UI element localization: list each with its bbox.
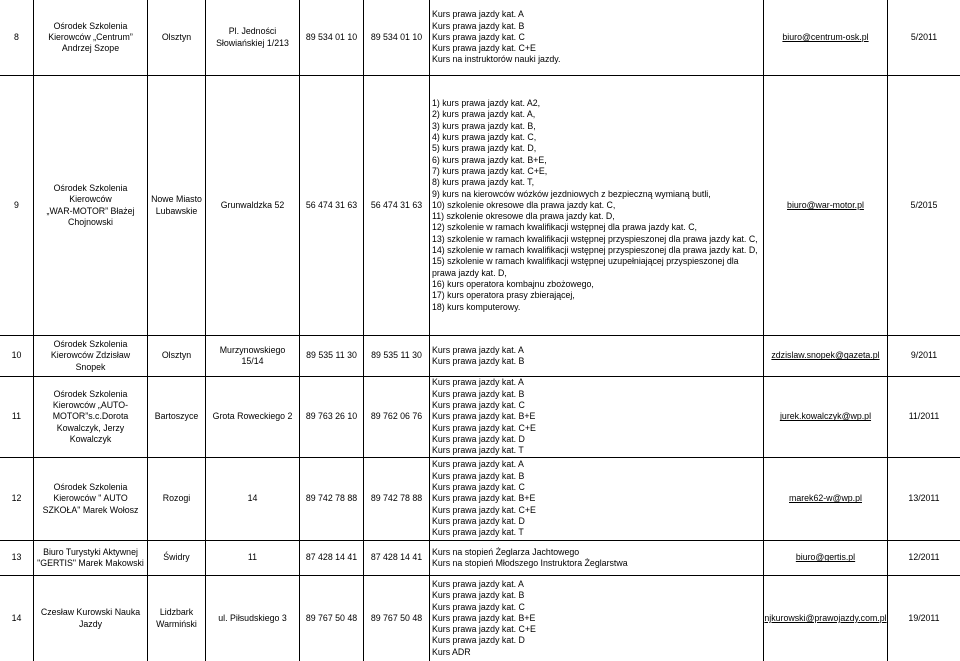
phone-number: 89 742 78 88 (305, 493, 358, 504)
cell-content (218, 613, 286, 624)
school-name-line: Ośrodek Szkolenia (53, 339, 128, 350)
row-number: 13 (11, 552, 22, 563)
cell-content (12, 613, 22, 624)
course-item: Kurs prawa jazdy kat. C (432, 601, 525, 612)
course-item: 11) szkolenie okresowe dla prawa jazdy kat. D, (432, 211, 615, 222)
registry-number: 9/2011 (910, 350, 938, 361)
city-line: Olsztyn (161, 350, 192, 361)
school-name-line: Ośrodek Szkolenia (53, 20, 128, 31)
course-item: 10) szkolenie okresowe dla prawa jazdy kat. C, (432, 199, 616, 210)
email-link[interactable]: marek62-w@wp.pl (789, 493, 862, 504)
school-name-line: Snopek (75, 361, 106, 372)
address-line: Grota Roweckiego 2 (212, 411, 293, 422)
course-item: Kurs prawa jazdy kat. B+E (432, 411, 536, 422)
course-item: 16) kurs operatora kombajnu zbożowego, (432, 278, 594, 289)
cell-content (432, 345, 524, 368)
registry-number: 5/2015 (910, 199, 938, 210)
table-row (0, 76, 960, 336)
cell-content (432, 547, 628, 570)
city-line: Bartoszyce (154, 411, 199, 422)
address-line: Murzynowskiego (219, 344, 286, 355)
cell-content (220, 345, 286, 368)
cell-fax (364, 576, 430, 661)
city-line: Rozogi (162, 493, 191, 504)
email-link[interactable]: zdzislaw.snopek@gazeta.pl (771, 350, 880, 361)
cell-courses (430, 0, 764, 75)
cell-content (371, 613, 422, 624)
address-line: Pl. Jedności (228, 26, 277, 37)
course-item: Kurs prawa jazdy kat. C+E (432, 422, 536, 433)
course-item: Kurs prawa jazdy kat. C (432, 482, 525, 493)
cell-city (148, 458, 206, 540)
school-name-line: Andrzej Szope (61, 43, 120, 54)
course-item: 9) kurs na kierowców wózków jezdniowych z bezpieczną wymianą butli, (432, 188, 711, 199)
cell-email (764, 377, 888, 457)
cell-address (206, 377, 300, 457)
cell-name (34, 0, 148, 75)
fax-number: 89 762 06 76 (370, 411, 423, 422)
cell-content (221, 200, 285, 211)
registry-number: 11/2011 (908, 411, 940, 422)
course-item: Kurs prawa jazdy kat. D (432, 515, 525, 526)
cell-content (911, 32, 937, 43)
cell-content (248, 552, 257, 563)
table-row (0, 541, 960, 576)
school-name-line: Jazdy (79, 618, 102, 629)
cell-registry-number (888, 76, 960, 335)
address-line: Słowiańskiej 1/213 (216, 37, 289, 48)
row-number: 12 (11, 493, 22, 504)
cell-content (771, 350, 879, 361)
cell-content (155, 411, 199, 422)
cell-content (41, 607, 140, 630)
cell-courses (430, 458, 764, 540)
school-name-line: Ośrodek Szkolenia (53, 182, 128, 193)
cell-content (432, 98, 758, 313)
registry-number: 5/2011 (910, 31, 938, 42)
phone-number: 87 428 14 41 (305, 552, 358, 563)
school-name-line: MOTOR”s.c.Dorota (52, 411, 129, 422)
school-name-line: Chojnowski (68, 216, 113, 227)
cell-content (432, 377, 536, 456)
cell-fax (364, 541, 430, 575)
cell-address (206, 336, 300, 376)
cell-registry-number (888, 0, 960, 75)
city-line: Świdry (163, 552, 190, 563)
course-item: 14) szkolenie w ramach kwalifikacji wstępnej przyspieszonej dla prawa jazdy kat. D, (432, 245, 758, 256)
city-line: Lidzbark (159, 607, 194, 618)
course-item: Kurs prawa jazdy kat. B+E (432, 493, 536, 504)
cell-city (148, 336, 206, 376)
cell-content (14, 200, 19, 211)
cell-email (764, 458, 888, 540)
course-item: 7) kurs prawa jazdy kat. C+E, (432, 165, 548, 176)
cell-content (908, 552, 939, 563)
cell-address (206, 576, 300, 661)
cell-number (0, 336, 34, 376)
course-item: Kurs prawa jazdy kat. C (432, 400, 525, 411)
course-item: 5) kurs prawa jazdy kat. D, (432, 143, 537, 154)
cell-city (148, 0, 206, 75)
phone-number: 89 535 11 30 (306, 350, 357, 361)
city-line: Nowe Miasto (151, 194, 202, 205)
cell-city (148, 76, 206, 335)
course-item: Kurs na stopień Żeglarza Jachtowego (432, 546, 580, 557)
cell-content (911, 200, 938, 211)
fax-number: 56 474 31 63 (370, 199, 423, 210)
cell-phone (300, 336, 364, 376)
cell-content (911, 350, 937, 361)
cell-phone (300, 541, 364, 575)
cell-number (0, 541, 34, 575)
cell-city (148, 541, 206, 575)
cell-fax (364, 0, 430, 75)
course-item: Kurs prawa jazdy kat. A (432, 377, 524, 388)
cell-phone (300, 576, 364, 661)
cell-content (371, 411, 422, 422)
cell-content (306, 32, 357, 43)
cell-content (162, 32, 191, 43)
registry-number: 13/2011 (908, 493, 940, 504)
cell-address (206, 76, 300, 335)
course-item: 18) kurs komputerowy. (432, 301, 521, 312)
course-item: 17) kurs operatora prasy zbierającej, (432, 290, 575, 301)
cell-content (163, 493, 190, 504)
email-link[interactable]: njkurowski@prawojazdy.com.pl (764, 612, 887, 623)
course-item: Kurs prawa jazdy kat. C (432, 31, 525, 42)
cell-content (371, 493, 422, 504)
city-line: Lubawskie (155, 205, 198, 216)
cell-content (908, 613, 939, 624)
cell-number (0, 0, 34, 75)
cell-content (764, 613, 886, 624)
cell-content (53, 389, 129, 445)
address-line: 11 (247, 552, 258, 563)
cell-content (306, 493, 357, 504)
cell-content (789, 493, 862, 504)
cell-number (0, 458, 34, 540)
cell-content (14, 32, 19, 43)
cell-content (432, 579, 536, 658)
cell-content (156, 607, 197, 630)
cell-content (12, 411, 21, 422)
cell-content (248, 493, 258, 504)
course-item: 1) kurs prawa jazdy kat. A2, (432, 98, 541, 109)
school-name-line: Ośrodek Szkolenia (53, 388, 128, 399)
cell-email (764, 76, 888, 335)
cell-fax (364, 458, 430, 540)
cell-content (162, 350, 191, 361)
course-item: Kurs prawa jazdy kat. A (432, 578, 524, 589)
course-item: Kurs prawa jazdy kat. C+E (432, 624, 536, 635)
registry-number: 12/2011 (908, 552, 940, 563)
cell-content (306, 613, 357, 624)
cell-fax (364, 377, 430, 457)
school-name-line: Kowalczyk, Jerzy (56, 422, 125, 433)
school-name-line: SZKOŁA" Marek Wołosz (42, 504, 139, 515)
email-link[interactable]: jurek.kowalczyk@wp.pl (779, 411, 872, 422)
address-line: 15/14 (241, 356, 264, 366)
cell-content (43, 482, 139, 516)
course-item: Kurs prawa jazdy kat. B (432, 470, 525, 481)
cell-name (34, 541, 148, 575)
address-line: Grunwaldzka 52 (220, 199, 285, 210)
school-name-line: Ośrodek Szkolenia (53, 482, 128, 493)
fax-number: 89 767 50 48 (370, 612, 423, 623)
city-line: Olsztyn (161, 31, 192, 42)
cell-content (796, 552, 855, 563)
school-name-line: Kierowców (69, 194, 112, 205)
cell-address (206, 458, 300, 540)
cell-content (216, 26, 289, 49)
course-item: 15) szkolenie w ramach kwalifikacji wstępnej uzupełniającej przyspieszonej dla (432, 256, 739, 267)
cell-name (34, 377, 148, 457)
email-link[interactable]: biuro@war-motor.pl (787, 199, 864, 210)
course-item: Kurs prawa jazdy kat. A (432, 459, 524, 470)
phone-number: 89 534 01 10 (305, 31, 358, 42)
fax-number: 89 534 01 10 (370, 31, 423, 42)
cell-content (306, 552, 357, 563)
cell-content (371, 32, 422, 43)
cell-courses (430, 336, 764, 376)
school-name-line: Kowalczyk (69, 433, 112, 444)
cell-email (764, 0, 888, 75)
school-name-line: "GERTIS" Marek Makowski (37, 558, 144, 568)
fax-number: 87 428 14 41 (370, 552, 423, 563)
cell-fax (364, 336, 430, 376)
registry-number: 19/2011 (908, 612, 940, 623)
cell-number (0, 76, 34, 335)
cell-content (780, 411, 871, 422)
cell-content (151, 194, 202, 217)
cell-content (371, 200, 422, 211)
cell-number (0, 377, 34, 457)
cell-courses (430, 541, 764, 575)
cell-content (432, 459, 536, 538)
cell-content (908, 493, 939, 504)
school-name-line: Czesław Kurowski Nauka (40, 607, 141, 618)
school-name-line: „WAR-MOTOR” Błażej (46, 205, 135, 216)
phone-number: 56 474 31 63 (305, 199, 358, 210)
row-number: 14 (11, 612, 22, 623)
table-row (0, 377, 960, 458)
cell-city (148, 576, 206, 661)
fax-number: 89 742 78 88 (370, 493, 423, 504)
cell-content (51, 339, 130, 373)
row-number: 10 (11, 350, 22, 361)
table-row (0, 458, 960, 541)
table-row (0, 576, 960, 661)
cell-name (34, 576, 148, 661)
cell-content (371, 350, 422, 361)
school-name-line: Kierowców „Centrum” (48, 31, 133, 42)
school-name-line: Kierowców " AUTO (53, 493, 128, 504)
cell-content (12, 493, 22, 504)
cell-phone (300, 76, 364, 335)
school-name-line: Kierowców Zdzisław (50, 350, 131, 361)
cell-courses (430, 576, 764, 661)
cell-content (12, 350, 22, 361)
course-item: Kurs prawa jazdy kat. D (432, 433, 525, 444)
course-item: Kurs prawa jazdy kat. T (432, 445, 524, 456)
course-item: Kurs prawa jazdy kat. C+E (432, 43, 536, 54)
table-row (0, 0, 960, 76)
course-item: Kurs prawa jazdy kat. B (432, 356, 525, 366)
cell-registry-number (888, 336, 960, 376)
school-name-line: Kierowców „AUTO- (52, 400, 129, 411)
cell-email (764, 576, 888, 661)
cell-content (48, 21, 133, 55)
course-item: 12) szkolenie w ramach kwalifikacji wstępnej dla prawa jazdy kat. C, (432, 222, 697, 233)
course-item: Kurs prawa jazdy kat. A (432, 9, 524, 20)
course-item: Kurs prawa jazdy kat. B (432, 388, 525, 399)
row-number: 11 (11, 411, 22, 422)
cell-fax (364, 76, 430, 335)
cell-registry-number (888, 541, 960, 575)
row-number: 9 (14, 199, 19, 210)
cell-content (782, 32, 868, 43)
cell-content (432, 9, 560, 65)
cell-content (12, 552, 22, 563)
cell-registry-number (888, 377, 960, 457)
cell-phone (300, 0, 364, 75)
course-item: Kurs prawa jazdy kat. B+E (432, 612, 536, 623)
city-line: Warmiński (156, 618, 197, 629)
course-item: Kurs prawa jazdy kat. B (432, 590, 525, 601)
cell-phone (300, 377, 364, 457)
course-item: 2) kurs prawa jazdy kat. A, (432, 109, 536, 120)
course-item: prawa jazdy kat. D, (432, 267, 507, 278)
email-link[interactable]: biuro@gertis.pl (795, 552, 856, 563)
fax-number: 89 535 11 30 (371, 350, 422, 361)
cell-content (306, 200, 357, 211)
email-link[interactable]: biuro@centrum-osk.pl (782, 31, 869, 42)
cell-content (306, 411, 357, 422)
table-row (0, 336, 960, 377)
address-line: ul. Piłsudskiego 3 (218, 612, 287, 623)
row-number: 8 (14, 31, 19, 42)
cell-registry-number (888, 458, 960, 540)
school-name-line: Biuro Turystyki Aktywnej (43, 546, 138, 557)
course-item: Kurs prawa jazdy kat. C+E (432, 504, 536, 515)
cell-courses (430, 76, 764, 335)
cell-number (0, 576, 34, 661)
cell-content (163, 552, 189, 563)
cell-content (909, 411, 940, 422)
cell-city (148, 377, 206, 457)
cell-content (787, 200, 864, 211)
phone-number: 89 767 50 48 (305, 612, 358, 623)
cell-content (37, 547, 144, 570)
course-item: 4) kurs prawa jazdy kat. C, (432, 132, 537, 143)
course-item: Kurs prawa jazdy kat. A (432, 344, 524, 355)
cell-content (47, 183, 135, 228)
cell-phone (300, 458, 364, 540)
course-item: 6) kurs prawa jazdy kat. B+E, (432, 154, 547, 165)
course-item: 3) kurs prawa jazdy kat. B, (432, 120, 536, 131)
course-item: Kurs na stopień Młodszego Instruktora Żeglarstwa (432, 558, 628, 568)
cell-email (764, 541, 888, 575)
course-item: Kurs na instruktorów nauki jazdy. (432, 54, 561, 65)
course-item: 8) kurs prawa jazdy kat. T, (432, 177, 535, 188)
cell-content (213, 411, 293, 422)
course-item: Kurs ADR (432, 646, 471, 657)
cell-email (764, 336, 888, 376)
cell-courses (430, 377, 764, 457)
cell-address (206, 0, 300, 75)
course-item: Kurs prawa jazdy kat. D (432, 635, 525, 646)
cell-address (206, 541, 300, 575)
cell-content (371, 552, 422, 563)
cell-name (34, 458, 148, 540)
course-item: Kurs prawa jazdy kat. T (432, 527, 524, 538)
cell-registry-number (888, 576, 960, 661)
cell-content (306, 350, 357, 361)
address-line: 14 (247, 493, 258, 504)
course-item: 13) szkolenie w ramach kwalifikacji wstępnej przyspieszonej dla prawa jazdy kat. C, (432, 233, 758, 244)
course-item: Kurs prawa jazdy kat. B (432, 20, 525, 31)
phone-number: 89 763 26 10 (305, 411, 358, 422)
cell-name (34, 76, 148, 335)
cell-name (34, 336, 148, 376)
